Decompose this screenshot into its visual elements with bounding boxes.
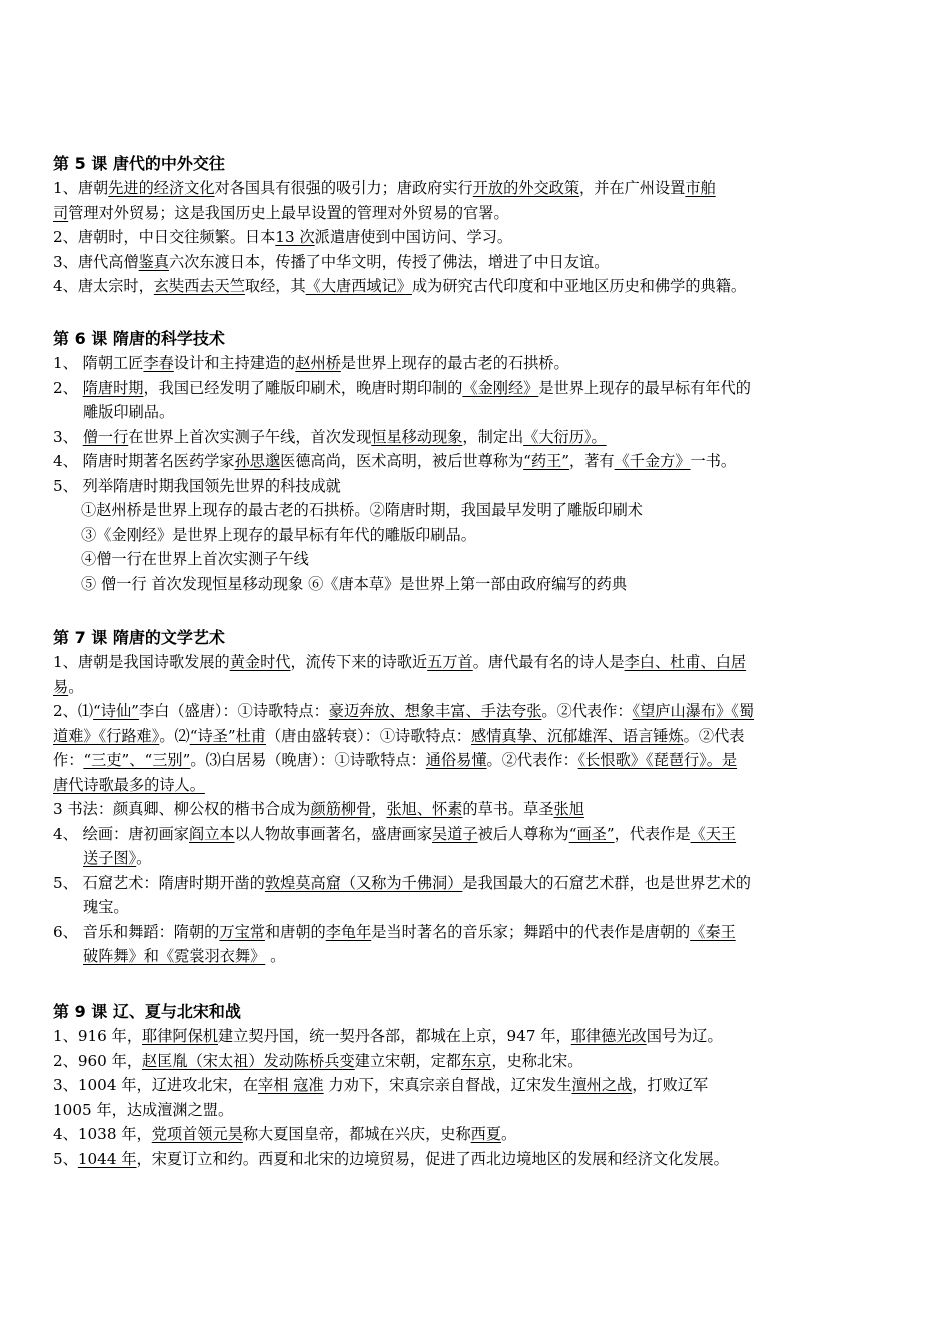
- text-segment: ，宋夏订立和约。西夏和北宋的边境贸易，促进了西北边境地区的发展和经济文化发展。: [136, 1149, 729, 1168]
- text-segment: 设计和主持建造的: [173, 354, 296, 372]
- text-segment: 称大夏国皇帝，都城在兴庆，史称: [242, 1125, 471, 1143]
- text-segment: 和唐朝的: [264, 922, 326, 941]
- text-line: [53, 400, 913, 425]
- text-line: [53, 773, 913, 798]
- text-segment: 4、1038 年，: [53, 1125, 152, 1143]
- text-segment: 管理对外贸易；这是我国历史上最早设置的管理对外贸易的官署。: [68, 203, 509, 222]
- lesson-9-section: [53, 1000, 913, 1171]
- text-segment: ，流传下来的诗歌近: [290, 653, 428, 671]
- text-segment: 4、 隋唐时期著名医药学家: [53, 452, 235, 470]
- text-line: [53, 176, 913, 201]
- text-segment: ，代表作是: [614, 824, 691, 843]
- text-segment: 作：: [53, 751, 84, 769]
- text-line: [53, 201, 913, 226]
- underlined-key-term: 阎立本: [189, 824, 235, 843]
- text-line: [53, 797, 913, 822]
- underlined-key-term: 玄奘西去天竺: [153, 277, 245, 295]
- text-segment: 。⑶白居易（晚唐）：①诗歌特点：: [190, 751, 426, 769]
- text-segment: 4、唐太宗时，: [53, 277, 154, 295]
- underlined-key-term: 颜筋柳骨: [310, 800, 372, 818]
- text-segment: ，制定出: [462, 427, 524, 446]
- lesson-heading: 第 6 课 隋唐的科学技术: [53, 329, 225, 348]
- underlined-key-term: 《望庐山瀑布》《蜀: [632, 702, 755, 720]
- underlined-key-term: 李春: [143, 354, 174, 372]
- text-segment: 2、960 年，: [53, 1051, 143, 1070]
- underlined-key-term: “诗圣”杜甫: [189, 726, 266, 745]
- underlined-key-term: 赵州桥: [295, 354, 341, 372]
- text-segment: （唐由盛转衰）：①诗歌特点：: [265, 726, 471, 745]
- text-segment: 。②代表: [683, 726, 745, 745]
- text-segment: ，著有: [569, 452, 615, 470]
- text-line: [53, 572, 913, 597]
- text-segment: 。②代表作：: [486, 751, 578, 769]
- text-segment: 建立宋朝，定都: [354, 1051, 461, 1070]
- underlined-key-term: 《天王: [690, 824, 737, 843]
- text-line: [53, 675, 913, 700]
- underlined-key-term: 耶律阿保机: [142, 1027, 218, 1045]
- text-line: [53, 748, 913, 773]
- text-segment: 瑰宝。: [83, 898, 129, 916]
- text-line: [53, 1147, 913, 1172]
- underlined-key-term: 张旭、怀素: [386, 800, 463, 818]
- underlined-key-term: 东京: [460, 1051, 492, 1070]
- text-line: [53, 376, 913, 401]
- text-line: [53, 944, 913, 969]
- underlined-key-term: 《大唐西域记》: [305, 277, 412, 295]
- underlined-key-term: 隋唐时期: [82, 378, 144, 397]
- underlined-key-term: 道难》《行路难》: [53, 726, 160, 745]
- text-segment: 1、唐朝: [53, 179, 109, 197]
- text-line: [53, 225, 913, 250]
- underlined-key-term: “画圣”: [568, 824, 615, 843]
- text-segment: 医德高尚，医术高明，被后世尊称为: [280, 452, 524, 470]
- underlined-key-term: 《长恨歌》《琵琶行》。是: [577, 751, 738, 769]
- underlined-key-term: 黄金时代: [229, 653, 291, 671]
- text-segment: 1、 隋朝工匠: [53, 354, 144, 372]
- text-line: [53, 351, 913, 376]
- underlined-key-term: 《金刚经》: [462, 378, 539, 397]
- text-line: [53, 250, 913, 275]
- underlined-key-term: 僧一行: [82, 427, 129, 446]
- text-line: [53, 699, 913, 724]
- text-segment: 2、: [53, 378, 83, 397]
- text-segment: ，我国已经发明了雕版印刷术，晚唐时期印制的: [143, 378, 463, 397]
- text-segment: 。: [136, 849, 152, 867]
- underlined-key-term: “药王”: [523, 452, 570, 470]
- text-segment: 4、 绘画：唐初画家: [53, 824, 189, 843]
- text-line: [53, 1098, 913, 1123]
- underlined-key-term: 13 次: [275, 228, 315, 246]
- text-segment: 。: [68, 677, 84, 696]
- text-segment: 取经，其: [244, 277, 306, 295]
- underlined-key-term: 市舶: [685, 179, 716, 197]
- text-line: [53, 895, 913, 920]
- text-segment: 。: [265, 947, 286, 965]
- underlined-key-term: 破阵舞》和《霓裳羽衣舞》: [83, 947, 266, 965]
- text-line: [53, 822, 913, 847]
- underlined-key-term: “三吏”、“三别”: [83, 751, 191, 769]
- text-segment: 3、唐代高僧: [53, 252, 139, 271]
- text-segment: 对各国具有很强的吸引力；唐政府实行: [214, 179, 473, 197]
- text-line: [53, 1049, 913, 1074]
- text-line: [53, 498, 913, 523]
- text-segment: 是世界上现存的最早标有年代的: [538, 378, 751, 397]
- text-segment: 。②代表作：: [541, 702, 633, 720]
- text-segment: ，: [371, 800, 387, 818]
- underlined-key-term: 张旭: [553, 800, 584, 818]
- text-line: [53, 1073, 913, 1098]
- text-segment: 是当时著名的音乐家；舞蹈中的代表作是唐朝的: [371, 922, 691, 941]
- underlined-key-term: 党项首领元昊: [151, 1125, 243, 1143]
- text-line: [53, 274, 913, 299]
- text-segment: 国号为辽。: [646, 1027, 723, 1045]
- text-line: [53, 1122, 913, 1147]
- text-segment: 1、916 年，: [53, 1027, 143, 1045]
- text-segment: ⑤ 僧一行 首次发现恒星移动现象 ⑥《唐本草》是世界上第一部由政府编写的药典: [81, 574, 628, 593]
- text-line: [53, 474, 913, 499]
- text-segment: 1、唐朝是我国诗歌发展的: [53, 653, 230, 671]
- underlined-key-term: 《秦王: [690, 922, 736, 941]
- underlined-key-term: 1044 年: [77, 1149, 137, 1168]
- underlined-key-term: 先进的经济文化: [108, 179, 215, 197]
- text-line: [53, 650, 913, 675]
- underlined-key-term: 通俗易懂: [425, 751, 487, 769]
- underlined-key-term: 孙思邈: [234, 452, 281, 470]
- text-line: [53, 920, 913, 945]
- text-line: [53, 547, 913, 572]
- text-segment: 李白（盛唐）：①诗歌特点：: [138, 702, 329, 720]
- text-segment: 建立契丹国，统一契丹各部，都城在上京，947 年，: [217, 1027, 571, 1045]
- lesson-heading: 第 9 课 辽、夏与北宋和战: [53, 1002, 241, 1021]
- text-segment: 5、 石窟艺术：隋唐时期开凿的: [53, 873, 265, 892]
- text-segment: 6、 音乐和舞蹈：隋朝的: [53, 922, 220, 941]
- text-segment: 3、1004 年，辽进攻北宋，在: [53, 1076, 259, 1094]
- text-segment: 。⑵: [159, 726, 190, 745]
- text-segment: 5、 列举隋唐时期我国领先世界的科技成就: [53, 476, 341, 495]
- lesson-6-section: [53, 327, 913, 596]
- text-segment: 力劝下，宋真宗亲自督战，辽宋发生: [323, 1076, 572, 1094]
- text-segment: 一书。: [690, 452, 737, 470]
- text-segment: 在世界上首次实测子午线，首次发现: [128, 427, 372, 446]
- text-segment: ，并在广州设置: [579, 179, 686, 197]
- text-segment: 3 书法：颜真卿、柳公权的楷书合成为: [53, 800, 311, 818]
- text-segment: 派遣唐使到中国访问、学习。: [314, 228, 513, 246]
- underlined-key-term: 司: [53, 203, 69, 222]
- text-segment: ③《金刚经》是世界上现存的最早标有年代的雕版印刷品。: [81, 525, 476, 544]
- text-segment: 被后人尊称为: [477, 824, 569, 843]
- text-segment: ，史称北宋。: [491, 1051, 583, 1070]
- underlined-key-term: 五万首: [427, 653, 473, 671]
- text-segment: 是世界上现存的最古老的石拱桥。: [340, 354, 569, 372]
- text-segment: 1005 年，达成澶渊之盟。: [53, 1100, 234, 1119]
- text-segment: ④僧一行在世界上首次实测子午线: [81, 550, 309, 568]
- text-segment: ①赵州桥是世界上现存的最古老的石拱桥。②隋唐时期，我国最早发明了雕版印刷术: [81, 501, 643, 519]
- underlined-key-term: 感情真挚、沉郁雄浑、语言锤炼: [471, 726, 684, 745]
- text-segment: 。: [501, 1125, 517, 1143]
- text-segment: 。唐代最有名的诗人是: [472, 653, 625, 671]
- text-line: [53, 523, 913, 548]
- underlined-key-term: 吴道子: [432, 824, 478, 843]
- text-line: [53, 724, 913, 749]
- underlined-key-term: “诗仙”: [93, 702, 139, 720]
- underlined-key-term: 李白、杜甫、白居: [624, 653, 747, 671]
- text-line: [53, 846, 913, 871]
- underlined-key-term: 《千金方》: [614, 452, 691, 470]
- underlined-key-term: 《大衍历》。: [523, 427, 607, 446]
- text-segment: 以人物故事画著名，盛唐画家: [234, 824, 432, 843]
- text-segment: 5、: [53, 1149, 78, 1168]
- underlined-key-term: 开放的外交政策: [472, 179, 580, 197]
- text-segment: 3、: [53, 427, 83, 446]
- lesson-7-section: [53, 626, 913, 969]
- text-segment: 成为研究古代印度和中亚地区历史和佛学的典籍。: [411, 277, 747, 295]
- text-line: [53, 1024, 913, 1049]
- text-segment: ，打败辽军: [632, 1076, 709, 1094]
- text-segment: 的草书。草圣: [462, 800, 554, 818]
- text-segment: 2、唐朝时，中日交往频繁。日本: [53, 228, 276, 246]
- underlined-key-term: 送子图》: [83, 849, 137, 867]
- underlined-key-term: 宰相 寇准: [258, 1076, 324, 1094]
- underlined-key-term: 恒星移动现象: [371, 427, 463, 446]
- underlined-key-term: 万宝常: [219, 922, 265, 941]
- underlined-key-term: 易: [53, 677, 69, 696]
- text-line: [53, 425, 913, 450]
- text-line: [53, 871, 913, 896]
- underlined-key-term: 耶律德光改: [570, 1027, 647, 1045]
- lesson-heading: 第 7 课 隋唐的文学艺术: [53, 628, 225, 647]
- lesson-heading: 第 5 课 唐代的中外交往: [53, 154, 225, 173]
- text-line: [53, 449, 913, 474]
- underlined-key-term: 李龟年: [325, 922, 372, 941]
- text-segment: 六次东渡日本，传播了中华文明，传授了佛法，增进了中日友谊。: [168, 252, 610, 271]
- text-segment: 2、⑴: [53, 702, 94, 720]
- underlined-key-term: 赵匡胤（宋太祖）发动陈桥兵变: [142, 1051, 355, 1070]
- underlined-key-term: 鉴真: [138, 252, 169, 271]
- underlined-key-term: 澶州之战: [571, 1076, 633, 1094]
- underlined-key-term: 敦煌莫高窟（又称为千佛洞）: [264, 873, 463, 892]
- underlined-key-term: 豪迈奔放、想象丰富、手法夸张: [328, 702, 542, 720]
- text-segment: 是我国最大的石窟艺术群，也是世界艺术的: [462, 873, 751, 892]
- underlined-key-term: 唐代诗歌最多的诗人。: [53, 775, 205, 794]
- underlined-key-term: 西夏: [470, 1125, 502, 1143]
- lesson-5-section: [53, 152, 913, 299]
- text-segment: 雕版印刷品。: [83, 403, 175, 421]
